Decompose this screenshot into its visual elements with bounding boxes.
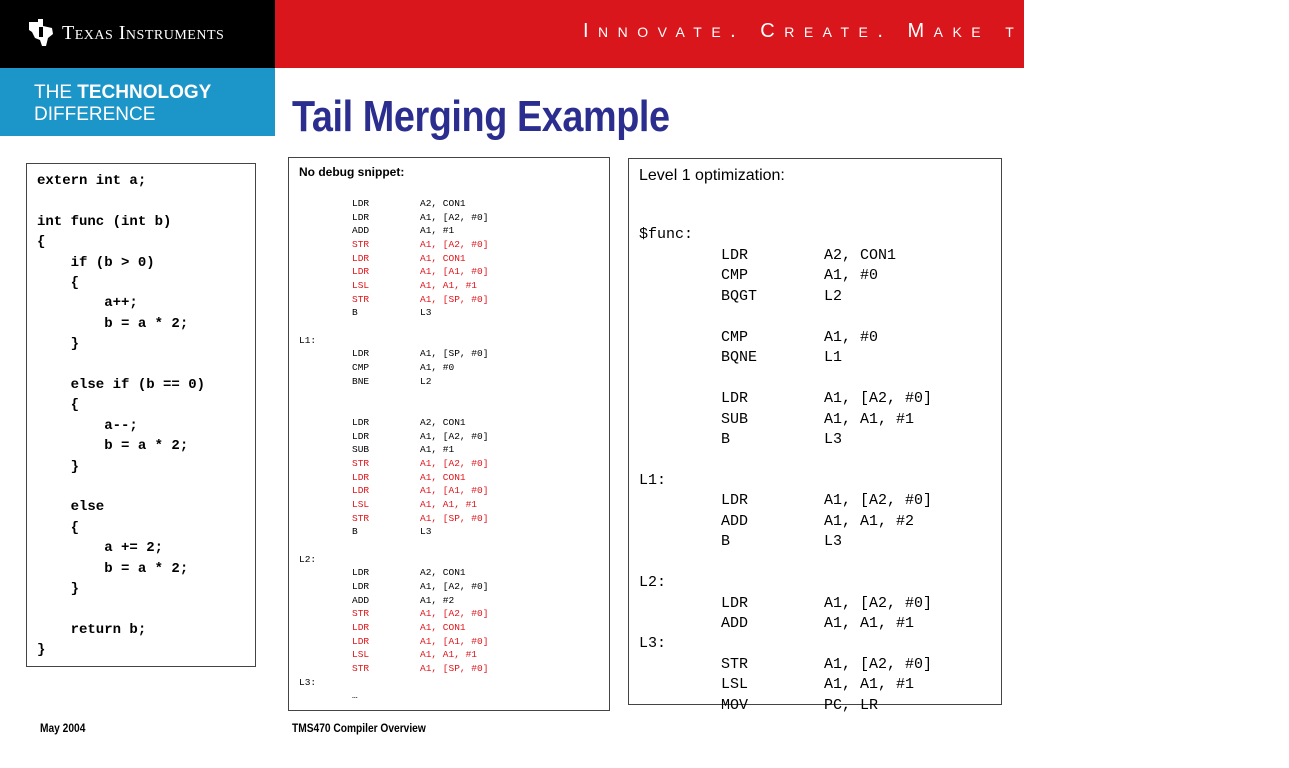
asm-opcode: LDR <box>352 198 370 209</box>
asm-opcode: LDR <box>352 581 370 593</box>
asm-operands: A1, [A1, #0] <box>420 635 489 647</box>
asm-opcode: BQGT <box>721 287 758 305</box>
asm-label: L2: <box>639 574 667 592</box>
asm-operands: A2, CON1 <box>420 416 466 428</box>
asm-operands: A1, #0 <box>420 362 455 374</box>
asm-opcode: ADD <box>721 512 749 530</box>
asm-operands: A1, [A2, #0] <box>420 608 489 620</box>
c-code-line: else <box>37 499 105 516</box>
asm-operands: A1, [SP, #0] <box>420 348 489 360</box>
asm-opcode: LSL <box>352 280 370 292</box>
tech-line-2: DIFFERENCE <box>34 104 156 125</box>
texas-state-icon <box>26 18 56 48</box>
ti-header-black <box>0 0 275 68</box>
asm-opcode: LDR <box>352 416 370 428</box>
asm-opcode: LDR <box>721 246 749 264</box>
asm-operands: L3 <box>824 430 843 448</box>
asm-operands: A1, A1, #1 <box>824 410 915 428</box>
asm-opcode: ADD <box>721 615 749 632</box>
asm-opcode: SUB <box>352 444 370 456</box>
asm-operands: A1, #1 <box>420 444 455 456</box>
c-code-line: } <box>37 458 80 475</box>
asm-operands: L3 <box>420 526 432 538</box>
c-code-line: } <box>37 642 46 659</box>
asm-operands: A1, A1, #1 <box>420 280 478 292</box>
c-source-box <box>26 163 256 667</box>
asm-operands: A2, CON1 <box>420 198 466 209</box>
asm-operands: A1, CON1 <box>420 252 466 264</box>
asm-opcode: LDR <box>721 594 749 612</box>
tech-line-1-normal: THE <box>34 82 72 103</box>
asm-opcode: LSL <box>352 498 370 510</box>
c-code-line: extern int a; <box>37 173 147 189</box>
c-code-line: if (b > 0) <box>37 254 155 271</box>
c-code-line: a--; <box>37 417 138 434</box>
company-name: Texas Instruments <box>62 21 225 44</box>
asm-operands: A1, A1, #2 <box>824 512 915 530</box>
asm-opcode: STR <box>352 239 370 251</box>
asm-opcode: LSL <box>352 649 370 661</box>
asm-opcode: LSL <box>721 676 749 694</box>
asm-operands: L2 <box>420 375 432 387</box>
c-code-line: { <box>37 234 46 251</box>
asm-operands: A1, [A1, #0] <box>420 266 489 278</box>
asm-opcode: ADD <box>352 225 370 237</box>
asm-operands: A1, CON1 <box>420 471 466 483</box>
asm-opcode: STR <box>352 608 370 620</box>
asm-operands: A1, [A2, #0] <box>420 239 489 251</box>
tech-line-1 <box>34 83 211 103</box>
c-code-line: } <box>37 336 80 353</box>
asm-operands: PC, LR <box>824 696 879 714</box>
asm-opcode: ADD <box>352 594 370 606</box>
asm-opcode: LDR <box>352 430 370 442</box>
asm-label: L3: <box>639 635 667 653</box>
asm-opcode: LDR <box>352 622 370 634</box>
asm-opcode: LDR <box>352 211 370 223</box>
asm-label: L1: <box>299 334 317 346</box>
slide-title: Tail Merging Example <box>292 92 670 141</box>
asm-opcode: LDR <box>352 635 370 647</box>
asm-opcode: B <box>352 307 358 319</box>
asm-opcode: … <box>352 690 358 702</box>
asm-opcode: LDR <box>352 471 370 483</box>
c-code-line: int func (int b) <box>37 213 172 230</box>
level1-optimization-box <box>628 158 1002 714</box>
asm-operands: A1, [A1, #0] <box>420 485 489 497</box>
asm-label: L1: <box>639 471 667 489</box>
asm-operands: A1, A1, #1 <box>420 498 478 510</box>
asm-operands: A1, [A2, #0] <box>420 211 489 223</box>
asm-opcode: MOV <box>721 696 749 714</box>
c-code-line: b = a * 2; <box>37 438 189 455</box>
asm-operands: A1, [A2, #0] <box>824 492 933 510</box>
asm-operands: A2, CON1 <box>420 567 466 579</box>
tagline <box>583 20 1289 43</box>
asm-operands: A1, #0 <box>824 328 879 346</box>
c-code-line: else if (b == 0) <box>37 377 206 393</box>
optimization-heading: Level 1 optimization: <box>639 167 785 184</box>
asm-opcode: B <box>352 526 358 538</box>
asm-operands: A1, A1, #1 <box>420 649 478 661</box>
snippet-heading: No debug snippet: <box>299 165 405 179</box>
asm-operands: A1, CON1 <box>420 622 466 634</box>
asm-operands: A1, [SP, #0] <box>420 663 489 675</box>
asm-opcode: STR <box>352 663 370 675</box>
trademark-mark: ™ <box>1280 22 1289 32</box>
asm-opcode: BQNE <box>721 349 758 367</box>
asm-opcode: STR <box>352 293 370 305</box>
c-code-line: a++; <box>37 295 138 312</box>
asm-opcode: CMP <box>721 267 749 285</box>
asm-label: $func: <box>639 226 694 244</box>
asm-operands: A1, [A2, #0] <box>420 457 489 469</box>
asm-opcode: LDR <box>352 567 370 579</box>
asm-opcode: B <box>721 533 731 551</box>
asm-opcode: CMP <box>352 362 370 374</box>
c-code-line: b = a * 2; <box>37 560 189 577</box>
c-code-line: a += 2; <box>37 540 164 557</box>
asm-operands: A1, [A2, #0] <box>824 594 933 612</box>
asm-opcode: LDR <box>721 492 749 510</box>
tagline-text: Innovate. Create. Make the Difference. <box>583 20 1281 42</box>
asm-opcode: LDR <box>721 390 749 408</box>
asm-opcode: LDR <box>352 266 370 278</box>
footer-subtitle: TMS470 Compiler Overview <box>292 721 426 735</box>
asm-operands: A1, #0 <box>824 267 879 285</box>
c-code-line: { <box>37 397 80 414</box>
asm-opcode: LDR <box>352 348 370 360</box>
asm-opcode: SUB <box>721 410 749 428</box>
asm-operands: L2 <box>824 287 843 305</box>
c-code-line: } <box>37 581 80 597</box>
asm-operands: L3 <box>420 307 432 319</box>
asm-opcode: LDR <box>352 485 370 497</box>
asm-operands: A1, [A2, #0] <box>420 581 489 593</box>
asm-label: L3: <box>299 676 317 688</box>
footer-date: May 2004 <box>40 721 86 735</box>
asm-opcode: B <box>721 430 731 448</box>
asm-operands: L1 <box>824 349 843 367</box>
asm-operands: L3 <box>824 533 843 551</box>
c-code-line: return b; <box>37 621 147 638</box>
asm-operands: A1, A1, #1 <box>824 676 915 694</box>
asm-opcode: CMP <box>721 328 749 346</box>
asm-opcode: BNE <box>352 375 370 387</box>
tagline-banner <box>275 0 1289 68</box>
asm-operands: A1, A1, #1 <box>824 615 915 632</box>
c-code-line: b = a * 2; <box>37 315 189 332</box>
asm-opcode: STR <box>352 457 370 469</box>
asm-operands: A1, [A2, #0] <box>420 430 489 442</box>
no-debug-snippet-box <box>288 157 610 711</box>
asm-opcode: LDR <box>352 252 370 264</box>
c-code-line: { <box>37 275 80 291</box>
asm-opcode: STR <box>721 655 749 673</box>
asm-operands: A1, #1 <box>420 225 455 237</box>
asm-operands: A2, CON1 <box>824 246 897 264</box>
tech-line-1-bold: TECHNOLOGY <box>77 82 212 103</box>
technology-difference-block <box>0 68 275 136</box>
ti-logo <box>26 18 224 48</box>
asm-operands: A1, [SP, #0] <box>420 293 489 305</box>
asm-opcode: STR <box>352 512 370 524</box>
asm-operands: A1, [A2, #0] <box>824 655 933 673</box>
c-code-line: { <box>37 519 80 536</box>
asm-operands: A1, [A2, #0] <box>824 390 933 408</box>
asm-label: L2: <box>299 553 317 565</box>
asm-operands: A1, #2 <box>420 594 455 606</box>
asm-operands: A1, [SP, #0] <box>420 512 489 524</box>
